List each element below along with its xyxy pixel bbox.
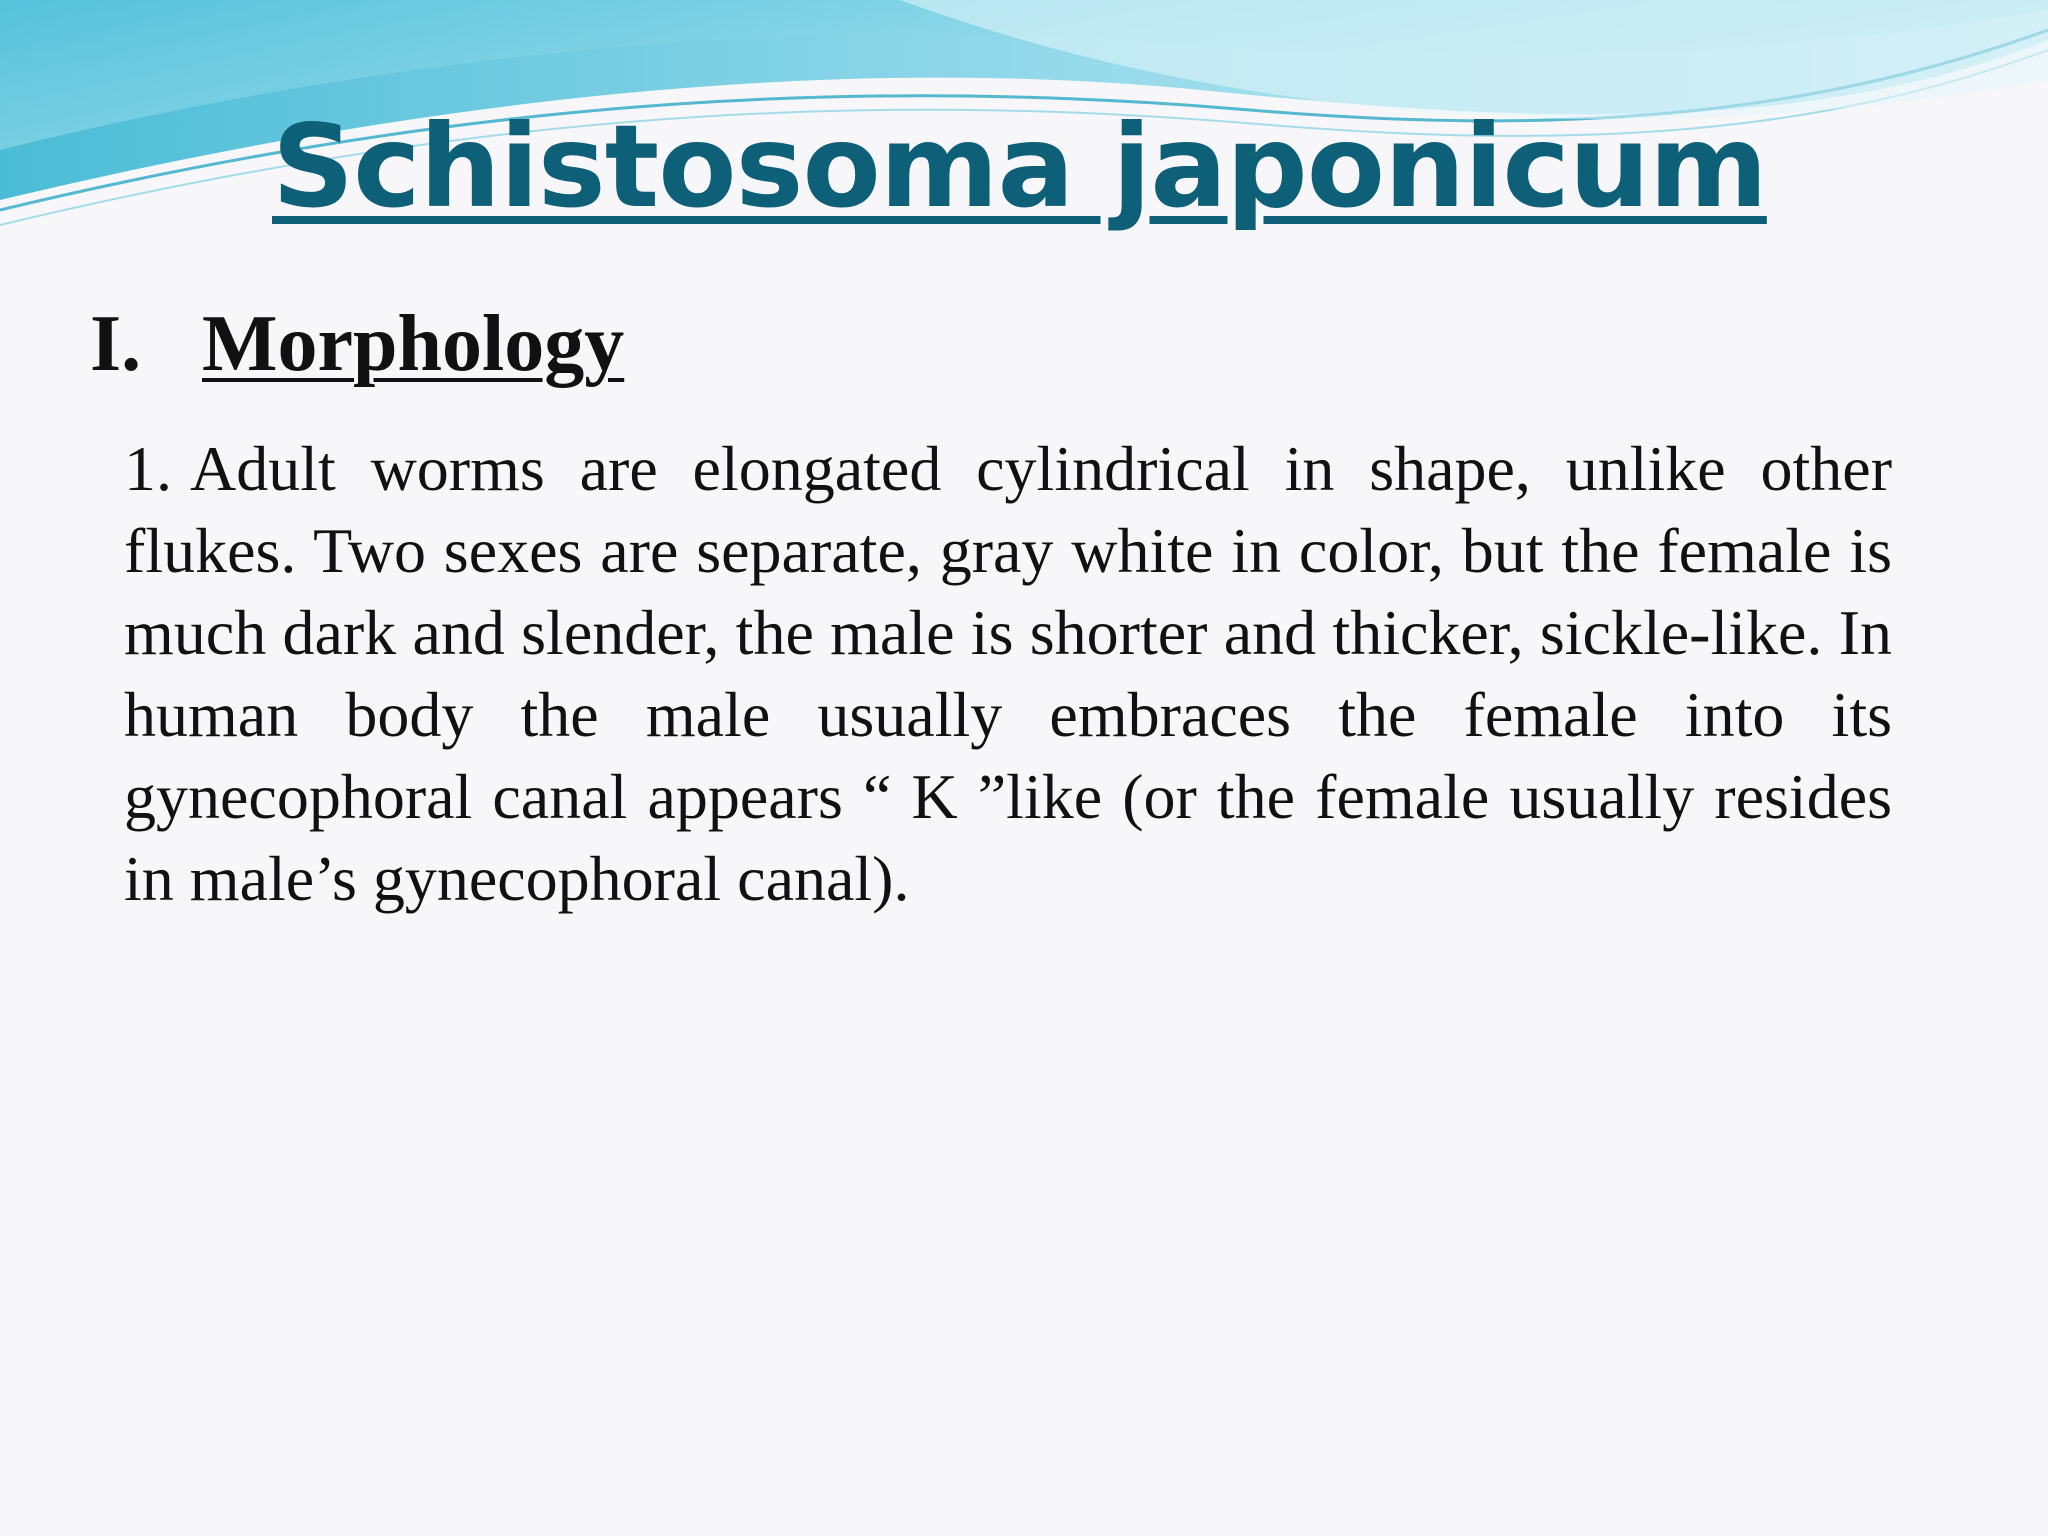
item-text: Adult worms are elongated cylindrical in shape, unlike other flukes. Two sexes are separate, gray white in color, but the female is much dark and slender, the male is shorter and thicker, sickle-like. In human body the male usually embraces the female into its gynecophoral canal appears “ K ”like (or the female usually resides in male’s gynecophoral canal). [124,433,1892,914]
section-number: I. [90,300,142,388]
section-heading [90,300,624,388]
morphology-item [124,428,1892,920]
slide-title-text: Schistosoma japonicum [272,100,1767,233]
slide-title [272,100,1767,233]
section-label: Morphology [202,300,625,388]
item-number: 1. [124,433,172,504]
